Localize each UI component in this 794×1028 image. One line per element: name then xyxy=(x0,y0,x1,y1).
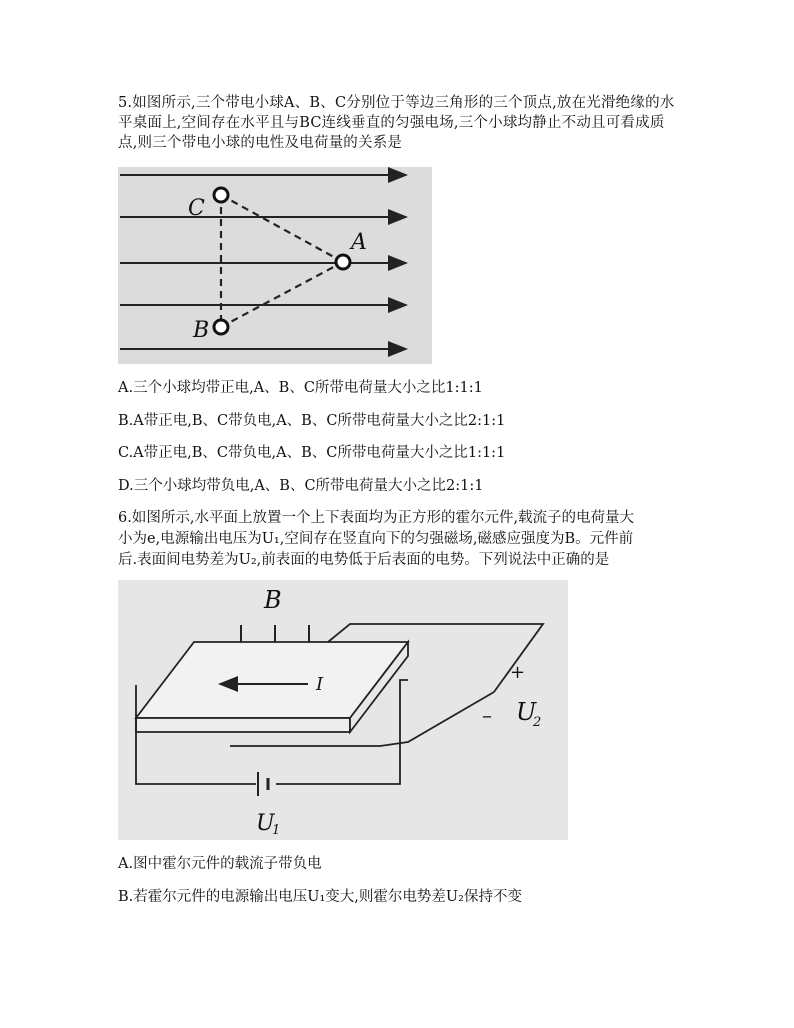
q5-option-a: A.三个小球均带正电,A、B、C所带电荷量大小之比1:1:1 xyxy=(118,380,483,396)
q5-option-d: D.三个小球均带负电,A、B、C所带电荷量大小之比2:1:1 xyxy=(118,478,484,494)
q5-figure xyxy=(118,167,432,364)
label-plus: + xyxy=(510,662,526,683)
q6-figure xyxy=(118,580,568,840)
q6-option-b: B.若霍尔元件的电源输出电压U₁变大,则霍尔电势差U₂保持不变 xyxy=(118,889,522,905)
label-c: C xyxy=(188,196,205,221)
q6-stem-line1: 6.如图所示,水平面上放置一个上下表面均为正方形的霍尔元件,载流子的电荷量大 xyxy=(118,510,635,526)
charge-b xyxy=(214,320,228,334)
q5-option-b: B.A带正电,B、C带负电,A、B、C所带电荷量大小之比2:1:1 xyxy=(118,413,506,429)
label-u1-sub: 1 xyxy=(272,823,281,838)
label-minus: – xyxy=(482,703,492,727)
q6-option-a: A.图中霍尔元件的载流子带负电 xyxy=(118,856,322,872)
label-u2-sub: 2 xyxy=(533,715,542,730)
label-u2: U xyxy=(516,698,537,726)
q6-stem-line3: 后.表面间电势差为U₂,前表面的电势低于后表面的电势。下列说法中正确的是 xyxy=(118,552,610,568)
label-current: I xyxy=(316,674,324,695)
q6-stem-line2: 小为e,电源输出电压为U₁,空间存在竖直向下的匀强磁场,磁感应强度为B。元件前 xyxy=(118,531,634,547)
label-u1: U xyxy=(256,811,275,836)
charge-a xyxy=(336,255,350,269)
charge-c xyxy=(214,188,228,202)
label-a: A xyxy=(351,230,367,255)
label-b-field: B xyxy=(264,586,282,614)
q5-option-c: C.A带正电,B、C带负电,A、B、C所带电荷量大小之比1:1:1 xyxy=(118,445,506,461)
q5-stem: 5.如图所示,三个带电小球A、B、C分别位于等边三角形的三个顶点,放在光滑绝缘的水平桌面上,空间存在水平且与BC连线垂直的匀强电场,三个小球均静止不动且可看成质点,则三个带电小球的电性及电荷量的关系是 xyxy=(118,95,675,151)
label-b: B xyxy=(193,318,210,343)
